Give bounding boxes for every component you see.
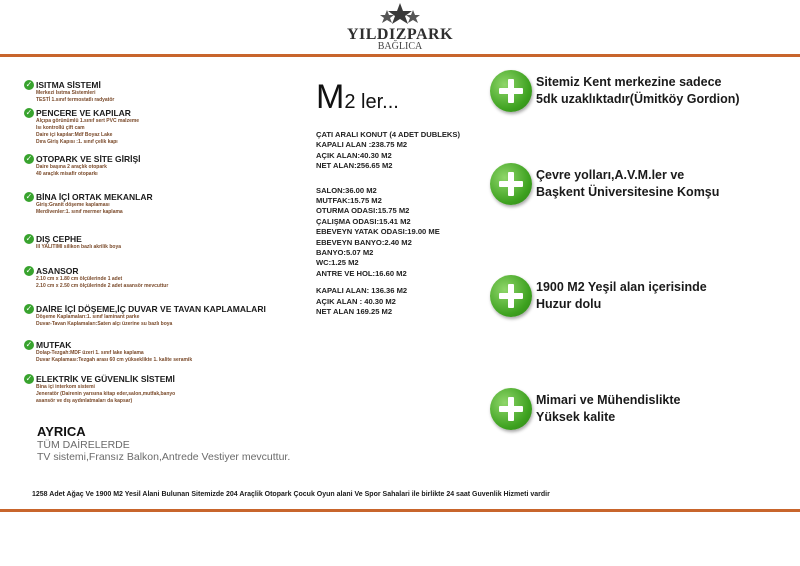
check-icon: ✓ xyxy=(25,154,33,163)
area-line: AÇIK ALAN:40.30 M2 xyxy=(316,150,392,160)
additional-info xyxy=(37,424,290,463)
check-icon: ✓ xyxy=(25,80,33,89)
promo-item: 1900 M2 Yeşil alan içerisinde Huzur dolu xyxy=(490,275,707,317)
check-icon: ✓ xyxy=(25,374,33,383)
area-list xyxy=(316,130,460,318)
area-line: SALON:36.00 M2 xyxy=(316,185,377,195)
m2-title: M2 ler... xyxy=(316,78,399,116)
feature-item: ✓ DAİRE İÇİ DÖŞEME,İÇ DUVAR VE TAVAN KAPLAMALARI Döşeme Kaplamaları:1. sınıf laminant parke Duvar-Tavan Kaplamaları:Saten alçı üzerine su bazlı boya xyxy=(25,304,266,327)
top-divider xyxy=(0,54,800,57)
feature-item: ✓ OTOPARK VE SİTE GİRİŞİ Daire başına 2 araçlık otopark 40 araçlık misafir otoparkı xyxy=(25,154,141,177)
area-line: EBEVEYN YATAK ODASI:19.00 ME xyxy=(316,227,440,237)
area-line: MUTFAK:15.75 M2 xyxy=(316,196,382,206)
check-icon: ✓ xyxy=(25,234,33,243)
area-line: KAPALI ALAN: 136.36 M2 xyxy=(316,286,408,296)
plus-icon xyxy=(490,163,532,205)
feature-item: ✓ ISITMA SİSTEMİ Merkezi Isıtma Sistemleri TESTİ 1.sınıf termostatlı radyatör xyxy=(25,80,115,103)
additional-line: TÜM DAİRELERDE xyxy=(37,439,130,451)
feature-item: ✓ BİNA İÇİ ORTAK MEKANLAR Giriş:Granit döşeme kaplaması Merdivenler:1. sınıf mermer kaplama xyxy=(25,192,153,215)
area-line: KAPALI ALAN :238.75 M2 xyxy=(316,140,408,150)
plus-icon xyxy=(490,388,532,430)
area-line: WC:1.25 M2 xyxy=(316,258,359,268)
area-line: AÇIK ALAN : 40.30 M2 xyxy=(316,296,396,306)
bottom-divider xyxy=(0,509,800,512)
check-icon: ✓ xyxy=(25,340,33,349)
promo-item: Sitemiz Kent merkezine sadece 5dk uzaklıktadır(Ümitköy Gordion) xyxy=(490,70,740,112)
check-icon: ✓ xyxy=(25,108,33,117)
footer-note: 1258 Adet Ağaç Ve 1900 M2 Yesil Alani Bulunan Sitemizde 204 Araçlik Otopark Çocuk Oyun alani Ve Spor Sahalari ile birlikte 24 saat Guvenlik Hizmeti vardir xyxy=(32,491,550,498)
area-line: BANYO:5.07 M2 xyxy=(316,248,374,258)
feature-item: ✓ PENCERE VE KAPILAR Alçıpa görünümlü 1.sınıf sert PVC malzeme Isı kontrollü çift cam Daire içi kapılar:Mdf Boyaz Lake Dıra Giriş Kapısı :1. sınıf çelik kapı xyxy=(25,108,140,145)
promo-item: Mimari ve Mühendislikte Yüksek kalite xyxy=(490,388,680,430)
brand-name: YILDIZPARK xyxy=(346,26,454,43)
feature-item: ✓ MUTFAK Dolap-Tezgah:MDF üzeri 1. sınıf lake kaplama Duvar Kaplaması:Tezgah arası 60 cm yükseklikte 1. kalite seramik xyxy=(25,340,193,363)
brand-logo xyxy=(330,2,470,54)
feature-item: ✓ DIŞ CEPHE Ill YALITIMI silikon bazlı akrilik boya xyxy=(25,234,122,250)
area-line: ÇATI ARALI KONUT (4 ADET DUBLEKS) xyxy=(316,130,460,139)
area-line: EBEVEYN BANYO:2.40 M2 xyxy=(316,237,412,247)
feature-item: ✓ ASANSOR 2.10 cm x 1.80 cm ölçülerinde 1 adet 2.10 cm x 2.50 cm ölçülerinde 2 adet asansör mevcuttur xyxy=(25,266,169,289)
additional-heading: AYRICA xyxy=(37,424,86,439)
feature-item: ✓ ELEKTRİK VE GÜVENLİK SİSTEMİ Bina içi interkom sistemi Jeneratör (Dairenin yarısına kitap eder,salon,mutfak,banyo asansör ve dış aydınlatmaları da kapsar) xyxy=(25,374,176,404)
check-icon: ✓ xyxy=(25,266,33,275)
plus-icon xyxy=(490,70,532,112)
area-line: NET ALAN:256.65 M2 xyxy=(316,161,393,171)
check-icon: ✓ xyxy=(25,192,33,201)
area-line: OTURMA ODASI:15.75 M2 xyxy=(316,206,410,216)
promo-item: Çevre yolları,A.V.M.ler ve Başkent Üniversitesine Komşu xyxy=(490,163,719,205)
check-icon: ✓ xyxy=(25,304,33,313)
additional-line: TV sistemi,Fransız Balkon,Antrede Vestiyer mevcuttur. xyxy=(37,451,291,463)
brand-subtitle: BAĞLICA xyxy=(377,41,423,52)
area-line: NET ALAN 169.25 M2 xyxy=(316,307,393,317)
plus-icon xyxy=(490,275,532,317)
area-line: ANTRE VE HOL:16.60 M2 xyxy=(316,268,407,278)
area-line: ÇALIŞMA ODASI:15.41 M2 xyxy=(316,216,411,226)
